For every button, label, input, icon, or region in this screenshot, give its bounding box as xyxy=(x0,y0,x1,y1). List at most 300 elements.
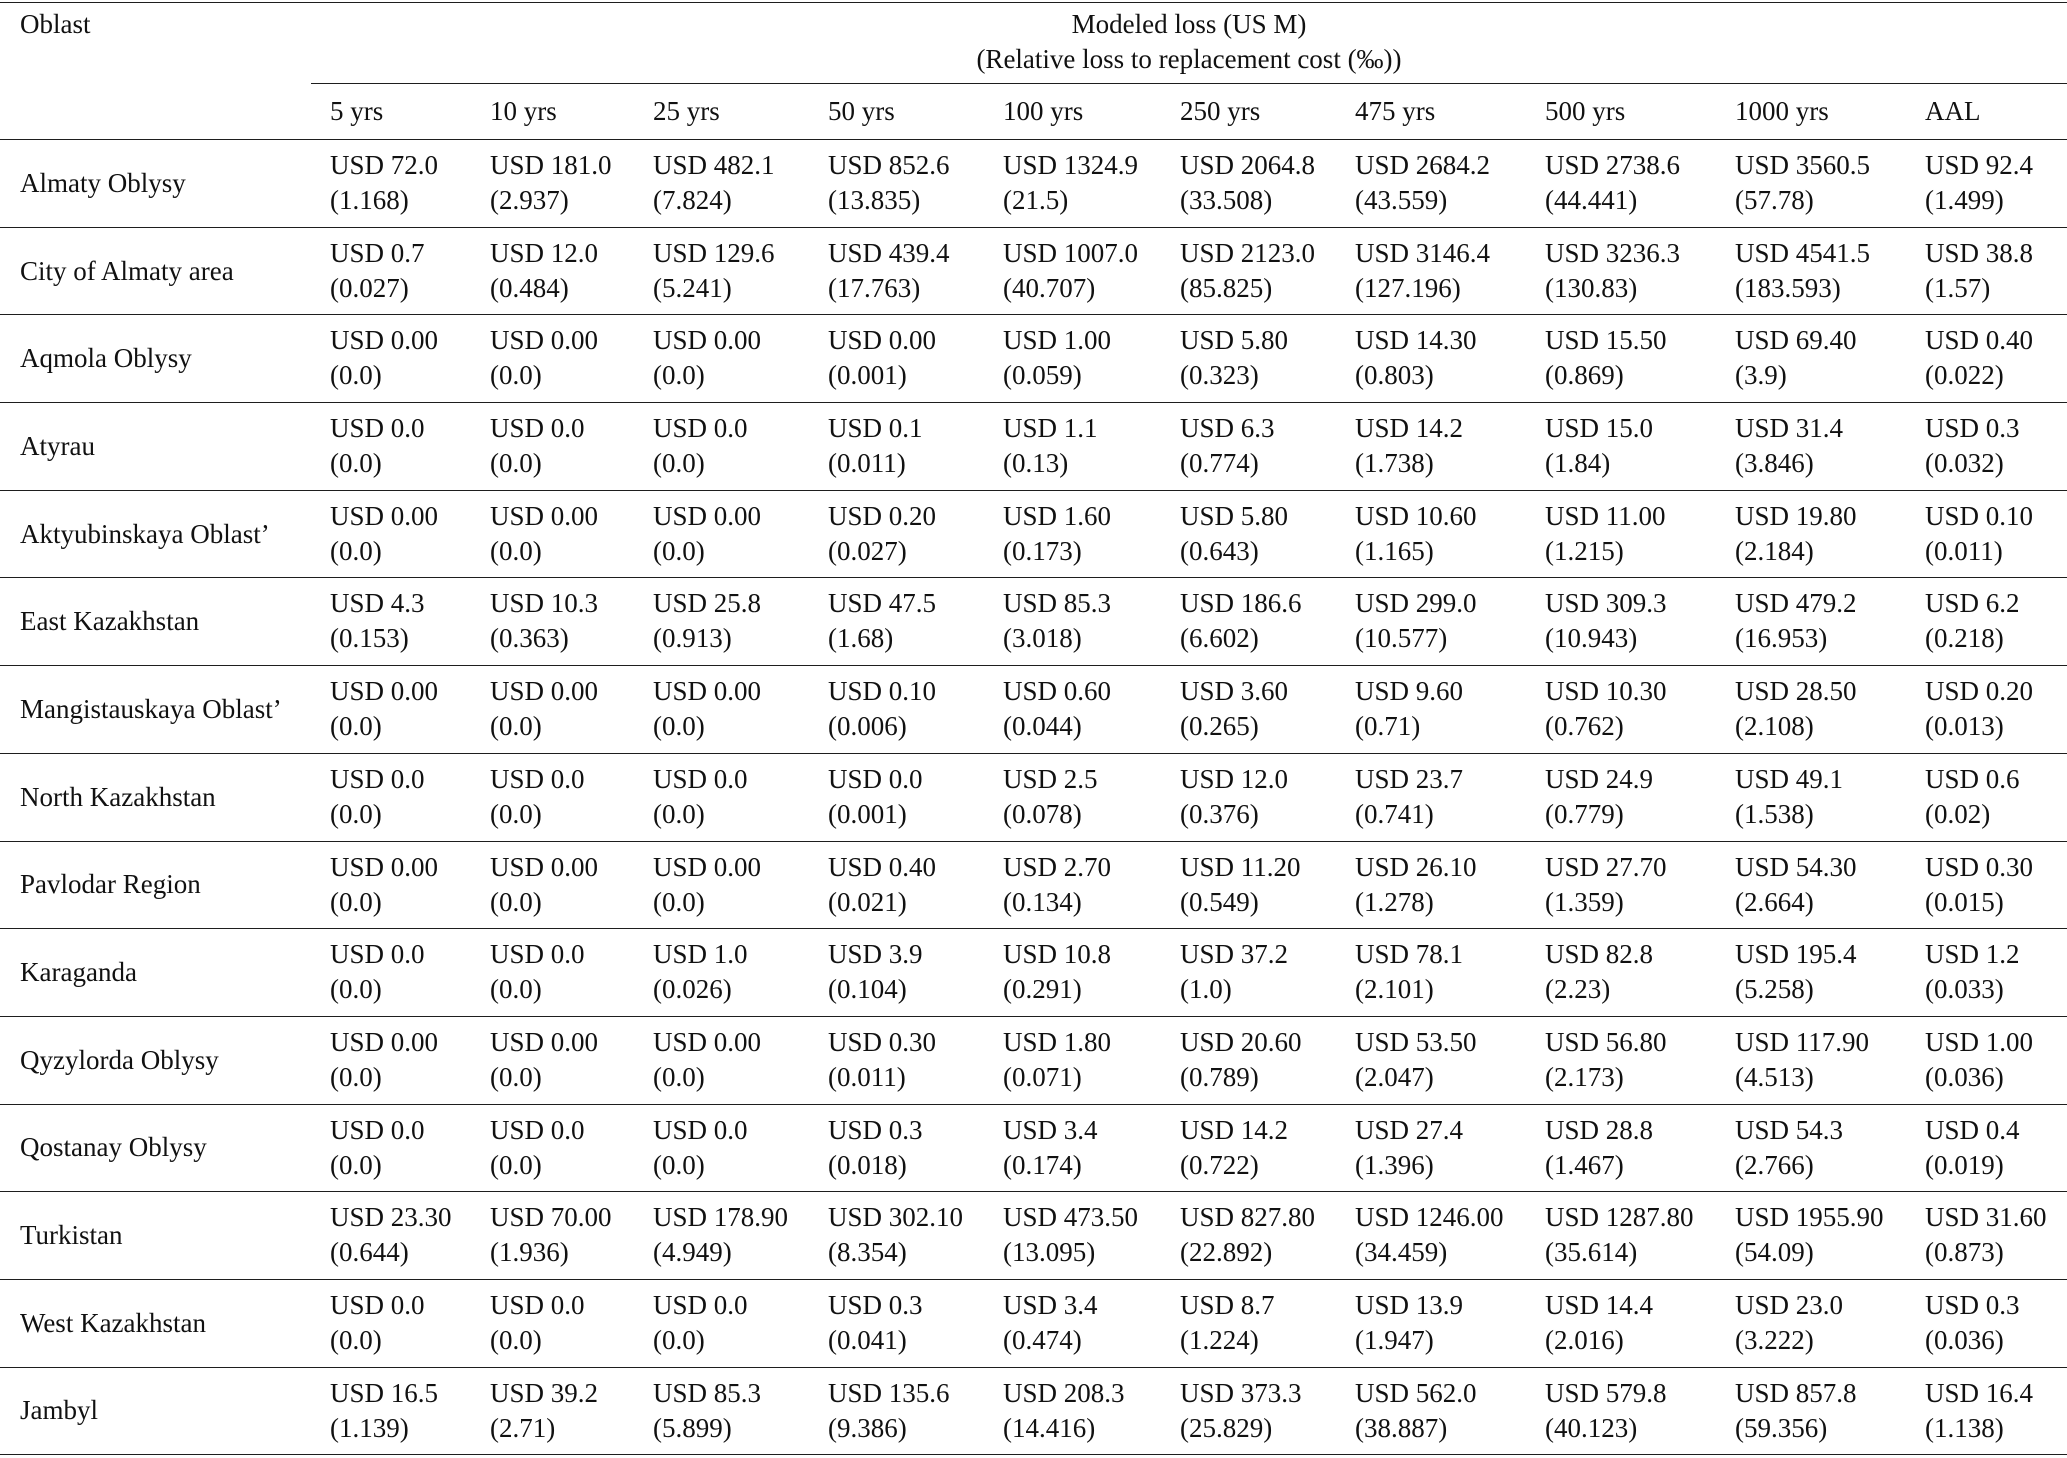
loss-cell xyxy=(984,1017,1161,1104)
loss-cell xyxy=(311,1105,471,1192)
loss-cell xyxy=(311,666,471,753)
modeled-loss-value: USD 2.5 xyxy=(1003,763,1098,794)
loss-cell xyxy=(634,315,809,402)
loss-cell xyxy=(1336,1368,1526,1455)
relative-loss-value: (8.354) xyxy=(828,1237,907,1268)
loss-cell xyxy=(311,842,471,929)
modeled-loss-value: USD 0.00 xyxy=(330,676,439,707)
loss-cell xyxy=(809,754,984,841)
modeled-loss-value: USD 54.3 xyxy=(1735,1114,1844,1145)
modeled-loss-value: USD 14.30 xyxy=(1355,325,1477,356)
relative-loss-value: (0.104) xyxy=(828,974,907,1005)
loss-cell xyxy=(471,666,634,753)
modeled-loss-value: USD 0.00 xyxy=(653,676,762,707)
loss-cell xyxy=(471,929,634,1016)
modeled-loss-value: USD 10.60 xyxy=(1355,500,1477,531)
relative-loss-value: (0.643) xyxy=(1180,535,1259,566)
modeled-loss-value: USD 309.3 xyxy=(1545,588,1667,619)
modeled-loss-value: USD 1.60 xyxy=(1003,500,1112,531)
relative-loss-value: (6.602) xyxy=(1180,623,1259,654)
relative-loss-value: (0.026) xyxy=(653,974,732,1005)
modeled-loss-value: USD 37.2 xyxy=(1180,939,1289,970)
table-row xyxy=(0,754,2067,842)
loss-cell xyxy=(1716,1368,1906,1455)
modeled-loss-value: USD 1246.00 xyxy=(1355,1202,1504,1233)
loss-cell xyxy=(634,140,809,227)
relative-loss-value: (0.0) xyxy=(330,448,382,479)
relative-loss-value: (2.71) xyxy=(490,1412,556,1443)
modeled-loss-value: USD 3.60 xyxy=(1180,676,1289,707)
modeled-loss-value: USD 10.3 xyxy=(490,588,599,619)
loss-cell xyxy=(984,1105,1161,1192)
modeled-loss-value: USD 39.2 xyxy=(490,1377,599,1408)
relative-loss-value: (2.766) xyxy=(1735,1149,1814,1180)
relative-loss-value: (4.513) xyxy=(1735,1061,1814,1092)
loss-cell xyxy=(1526,929,1716,1016)
loss-cell xyxy=(1336,1105,1526,1192)
column-header: 25 yrs xyxy=(653,96,720,126)
table-row xyxy=(0,315,2067,403)
modeled-loss-value: USD 13.9 xyxy=(1355,1289,1464,1320)
loss-cell xyxy=(809,1192,984,1279)
relative-loss-value: (43.559) xyxy=(1355,185,1448,215)
oblast-name: Aktyubinskaya Oblast’ xyxy=(20,518,270,549)
loss-cell xyxy=(1336,1280,1526,1367)
modeled-loss-value: USD 23.7 xyxy=(1355,763,1464,794)
table-row xyxy=(0,1105,2067,1193)
relative-loss-value: (5.241) xyxy=(653,272,732,303)
table-body xyxy=(0,140,2067,1455)
relative-loss-value: (35.614) xyxy=(1545,1237,1638,1268)
relative-loss-value: (54.09) xyxy=(1735,1237,1814,1268)
relative-loss-value: (0.011) xyxy=(828,448,906,479)
modeled-loss-value: USD 0.10 xyxy=(828,676,937,707)
modeled-loss-value: USD 479.2 xyxy=(1735,588,1857,619)
modeled-loss-value: USD 0.0 xyxy=(490,1289,585,1320)
loss-cell xyxy=(311,1280,471,1367)
modeled-loss-value: USD 53.50 xyxy=(1355,1026,1477,1057)
modeled-loss-header xyxy=(311,3,2067,84)
relative-loss-value: (17.763) xyxy=(828,272,921,303)
loss-cell xyxy=(1161,754,1336,841)
column-header: 10 yrs xyxy=(490,96,557,126)
relative-loss-value: (1.57) xyxy=(1925,272,1991,303)
loss-cell xyxy=(1336,929,1526,1016)
modeled-loss-value: USD 0.00 xyxy=(330,325,439,356)
loss-cell xyxy=(1716,1192,1906,1279)
oblast-name: Almaty Oblysy xyxy=(20,167,186,198)
loss-cell xyxy=(1161,1017,1336,1104)
modeled-loss-value: USD 16.5 xyxy=(330,1377,439,1408)
relative-loss-value: (0.0) xyxy=(653,360,705,391)
modeled-loss-value: USD 2738.6 xyxy=(1545,150,1681,180)
relative-loss-value: (10.577) xyxy=(1355,623,1448,654)
modeled-loss-value: USD 0.3 xyxy=(1925,1289,2020,1320)
loss-cell xyxy=(634,1017,809,1104)
loss-cell xyxy=(471,1192,634,1279)
modeled-loss-value: USD 27.70 xyxy=(1545,851,1667,882)
modeled-loss-value: USD 24.9 xyxy=(1545,763,1654,794)
loss-cell xyxy=(1906,929,2067,1016)
loss-cell xyxy=(634,666,809,753)
relative-loss-value: (57.78) xyxy=(1735,185,1814,215)
modeled-loss-value: USD 9.60 xyxy=(1355,676,1464,707)
modeled-loss-value: USD 69.40 xyxy=(1735,325,1857,356)
loss-table xyxy=(0,2,2067,1455)
loss-cell xyxy=(1161,666,1336,753)
relative-loss-value: (0.0) xyxy=(330,1061,382,1092)
loss-cell xyxy=(311,1017,471,1104)
relative-loss-value: (2.101) xyxy=(1355,974,1434,1005)
loss-cell xyxy=(471,842,634,929)
relative-loss-value: (0.153) xyxy=(330,623,409,654)
loss-cell xyxy=(311,1368,471,1455)
relative-loss-value: (0.0) xyxy=(330,974,382,1005)
relative-loss-value: (34.459) xyxy=(1355,1237,1448,1268)
loss-cell xyxy=(809,491,984,578)
modeled-loss-value: USD 14.2 xyxy=(1180,1114,1289,1145)
loss-cell xyxy=(809,929,984,1016)
modeled-loss-value: USD 0.1 xyxy=(828,413,923,444)
modeled-loss-value: USD 299.0 xyxy=(1355,588,1477,619)
relative-loss-value: (14.416) xyxy=(1003,1412,1096,1443)
modeled-loss-value: USD 135.6 xyxy=(828,1377,950,1408)
relative-loss-value: (1.499) xyxy=(1925,185,2004,215)
relative-loss-value: (0.0) xyxy=(490,886,542,917)
modeled-loss-value: USD 23.30 xyxy=(330,1202,452,1233)
table-header xyxy=(0,2,2067,140)
modeled-loss-value: USD 6.3 xyxy=(1180,413,1275,444)
oblast-name: Atyrau xyxy=(20,430,95,461)
relative-loss-value: (2.047) xyxy=(1355,1061,1434,1092)
loss-cell xyxy=(471,1368,634,1455)
loss-cell xyxy=(1336,666,1526,753)
table-row xyxy=(0,1280,2067,1368)
relative-loss-value: (85.825) xyxy=(1180,272,1273,303)
loss-cell xyxy=(809,578,984,665)
relative-loss-value: (0.036) xyxy=(1925,1061,2004,1092)
column-header: 1000 yrs xyxy=(1735,96,1829,126)
relative-loss-value: (0.0) xyxy=(653,886,705,917)
modeled-loss-value: USD 70.00 xyxy=(490,1202,612,1233)
modeled-loss-value: USD 5.80 xyxy=(1180,325,1289,356)
loss-cell xyxy=(1526,140,1716,227)
relative-loss-value: (2.173) xyxy=(1545,1061,1624,1092)
loss-cell xyxy=(1526,1017,1716,1104)
loss-cell xyxy=(471,140,634,227)
loss-cell xyxy=(1526,1368,1716,1455)
loss-cell xyxy=(1716,929,1906,1016)
loss-cell xyxy=(1161,403,1336,490)
loss-cell xyxy=(1336,842,1526,929)
loss-cell xyxy=(809,1017,984,1104)
modeled-loss-value: USD 857.8 xyxy=(1735,1377,1857,1408)
modeled-loss-value: USD 4541.5 xyxy=(1735,237,1871,268)
modeled-loss-value: USD 3.9 xyxy=(828,939,923,970)
relative-loss-value: (1.0) xyxy=(1180,974,1232,1005)
loss-cell xyxy=(634,1368,809,1455)
relative-loss-value: (0.13) xyxy=(1003,448,1069,479)
loss-cell xyxy=(809,842,984,929)
modeled-loss-value: USD 0.0 xyxy=(490,939,585,970)
relative-loss-value: (0.779) xyxy=(1545,798,1624,829)
relative-loss-value: (0.0) xyxy=(653,535,705,566)
modeled-loss-value: USD 0.3 xyxy=(828,1114,923,1145)
modeled-loss-value: USD 0.00 xyxy=(330,500,439,531)
modeled-loss-value: USD 23.0 xyxy=(1735,1289,1844,1320)
modeled-loss-value: USD 1.0 xyxy=(653,939,748,970)
relative-loss-value: (21.5) xyxy=(1003,185,1069,215)
oblast-name: Mangistauskaya Oblast’ xyxy=(20,693,282,724)
loss-cell xyxy=(1716,228,1906,315)
oblast-name: Karaganda xyxy=(20,957,137,988)
modeled-loss-value: USD 78.1 xyxy=(1355,939,1464,970)
relative-loss-value: (1.215) xyxy=(1545,535,1624,566)
modeled-loss-value: USD 12.0 xyxy=(1180,763,1289,794)
loss-cell xyxy=(1906,1368,2067,1455)
oblast-name: Turkistan xyxy=(20,1220,123,1251)
modeled-loss-value: USD 1287.80 xyxy=(1545,1202,1694,1233)
modeled-loss-value: USD 0.7 xyxy=(330,237,425,268)
modeled-loss-value: USD 0.0 xyxy=(330,1289,425,1320)
modeled-loss-value: USD 0.00 xyxy=(653,500,762,531)
relative-loss-value: (0.019) xyxy=(1925,1149,2004,1180)
relative-loss-value: (40.707) xyxy=(1003,272,1096,303)
relative-loss-value: (0.363) xyxy=(490,623,569,654)
modeled-loss-value: USD 0.0 xyxy=(330,763,425,794)
loss-cell xyxy=(311,754,471,841)
loss-cell xyxy=(1161,315,1336,402)
loss-cell xyxy=(809,1105,984,1192)
loss-cell xyxy=(809,666,984,753)
relative-loss-value: (2.23) xyxy=(1545,974,1611,1005)
relative-loss-value: (40.123) xyxy=(1545,1412,1638,1443)
loss-cell xyxy=(471,228,634,315)
modeled-loss-value: USD 56.80 xyxy=(1545,1026,1667,1057)
modeled-loss-value: USD 47.5 xyxy=(828,588,937,619)
relative-loss-value: (0.041) xyxy=(828,1324,907,1355)
modeled-loss-value: USD 0.00 xyxy=(330,1026,439,1057)
relative-loss-value: (0.0) xyxy=(490,1149,542,1180)
relative-loss-value: (1.396) xyxy=(1355,1149,1434,1180)
relative-loss-value: (0.0) xyxy=(490,711,542,742)
modeled-loss-value: USD 0.0 xyxy=(490,413,585,444)
relative-loss-value: (1.139) xyxy=(330,1412,409,1443)
modeled-loss-value: USD 31.4 xyxy=(1735,413,1844,444)
loss-cell xyxy=(1526,666,1716,753)
loss-cell xyxy=(809,315,984,402)
relative-loss-value: (10.943) xyxy=(1545,623,1638,654)
loss-cell xyxy=(311,403,471,490)
relative-loss-value: (9.386) xyxy=(828,1412,907,1443)
relative-loss-value: (22.892) xyxy=(1180,1237,1273,1268)
relative-loss-value: (1.84) xyxy=(1545,448,1611,479)
loss-cell xyxy=(1716,140,1906,227)
loss-cell xyxy=(1161,491,1336,578)
table-row xyxy=(0,578,2067,666)
loss-cell xyxy=(984,403,1161,490)
modeled-loss-value: USD 1.80 xyxy=(1003,1026,1112,1057)
loss-cell xyxy=(809,1368,984,1455)
modeled-loss-title: Modeled loss (US M) xyxy=(1071,9,1307,39)
modeled-loss-value: USD 178.90 xyxy=(653,1202,789,1233)
relative-loss-value: (0.001) xyxy=(828,360,907,391)
loss-cell xyxy=(1906,1105,2067,1192)
oblast-name: West Kazakhstan xyxy=(20,1307,207,1338)
relative-loss-value: (2.108) xyxy=(1735,711,1814,742)
column-header: 5 yrs xyxy=(330,96,384,126)
loss-cell xyxy=(634,403,809,490)
modeled-loss-value: USD 16.4 xyxy=(1925,1377,2034,1408)
loss-cell xyxy=(1161,929,1336,1016)
modeled-loss-value: USD 0.0 xyxy=(653,763,748,794)
relative-loss-value: (33.508) xyxy=(1180,185,1273,215)
modeled-loss-value: USD 0.0 xyxy=(330,939,425,970)
modeled-loss-value: USD 38.8 xyxy=(1925,237,2034,268)
modeled-loss-value: USD 0.0 xyxy=(490,763,585,794)
table-row xyxy=(0,140,2067,228)
relative-loss-value: (0.0) xyxy=(330,711,382,742)
relative-loss-value: (0.0) xyxy=(490,535,542,566)
relative-loss-subtitle: (Relative loss to replacement cost (‰)) xyxy=(976,44,1402,74)
relative-loss-value: (0.032) xyxy=(1925,448,2004,479)
relative-loss-value: (0.323) xyxy=(1180,360,1259,391)
modeled-loss-value: USD 0.0 xyxy=(330,413,425,444)
modeled-loss-value: USD 0.20 xyxy=(828,500,937,531)
loss-cell xyxy=(1526,1280,1716,1367)
modeled-loss-value: USD 8.7 xyxy=(1180,1289,1275,1320)
relative-loss-value: (0.0) xyxy=(330,360,382,391)
relative-loss-value: (0.722) xyxy=(1180,1149,1259,1180)
modeled-loss-value: USD 2684.2 xyxy=(1355,150,1491,180)
loss-cell xyxy=(471,491,634,578)
loss-cell xyxy=(1906,1280,2067,1367)
relative-loss-value: (4.949) xyxy=(653,1237,732,1268)
relative-loss-value: (0.71) xyxy=(1355,711,1421,742)
loss-cell xyxy=(1526,491,1716,578)
loss-cell xyxy=(1336,578,1526,665)
relative-loss-value: (0.376) xyxy=(1180,798,1259,829)
loss-cell xyxy=(984,1368,1161,1455)
modeled-loss-value: USD 12.0 xyxy=(490,237,599,268)
loss-cell xyxy=(1336,315,1526,402)
relative-loss-value: (0.027) xyxy=(828,535,907,566)
loss-cell xyxy=(471,315,634,402)
loss-cell xyxy=(311,929,471,1016)
modeled-loss-value: USD 20.60 xyxy=(1180,1026,1302,1057)
relative-loss-value: (0.291) xyxy=(1003,974,1082,1005)
relative-loss-value: (38.887) xyxy=(1355,1412,1448,1443)
modeled-loss-value: USD 11.20 xyxy=(1180,851,1301,882)
relative-loss-value: (44.441) xyxy=(1545,185,1638,215)
relative-loss-value: (1.68) xyxy=(828,623,894,654)
modeled-loss-value: USD 15.0 xyxy=(1545,413,1654,444)
table-row xyxy=(0,1368,2067,1456)
relative-loss-value: (5.258) xyxy=(1735,974,1814,1005)
modeled-loss-value: USD 85.3 xyxy=(1003,588,1112,619)
table-row xyxy=(0,929,2067,1017)
modeled-loss-value: USD 0.00 xyxy=(828,325,937,356)
relative-loss-value: (0.762) xyxy=(1545,711,1624,742)
relative-loss-value: (0.644) xyxy=(330,1237,409,1268)
loss-cell xyxy=(984,929,1161,1016)
oblast-name: North Kazakhstan xyxy=(20,781,216,812)
loss-cell xyxy=(1161,1368,1336,1455)
relative-loss-value: (0.018) xyxy=(828,1149,907,1180)
relative-loss-value: (0.474) xyxy=(1003,1324,1082,1355)
modeled-loss-value: USD 31.60 xyxy=(1925,1202,2047,1233)
relative-loss-value: (16.953) xyxy=(1735,623,1828,654)
relative-loss-value: (0.0) xyxy=(653,1324,705,1355)
modeled-loss-value: USD 3236.3 xyxy=(1545,237,1681,268)
oblast-name: Qyzylorda Oblysy xyxy=(20,1044,219,1075)
loss-cell xyxy=(634,1280,809,1367)
relative-loss-value: (0.0) xyxy=(330,798,382,829)
modeled-loss-value: USD 117.90 xyxy=(1735,1026,1870,1057)
loss-cell xyxy=(1716,491,1906,578)
relative-loss-value: (1.278) xyxy=(1355,886,1434,917)
relative-loss-value: (0.741) xyxy=(1355,798,1434,829)
loss-cell xyxy=(1526,842,1716,929)
oblast-name: Aqmola Oblysy xyxy=(20,343,192,374)
relative-loss-value: (3.9) xyxy=(1735,360,1787,391)
loss-cell xyxy=(471,403,634,490)
loss-cell xyxy=(984,578,1161,665)
loss-cell xyxy=(1716,315,1906,402)
relative-loss-value: (2.184) xyxy=(1735,535,1814,566)
loss-cell xyxy=(471,1280,634,1367)
loss-cell xyxy=(1526,578,1716,665)
loss-cell xyxy=(1906,754,2067,841)
loss-cell xyxy=(1161,578,1336,665)
modeled-loss-value: USD 54.30 xyxy=(1735,851,1857,882)
loss-cell xyxy=(471,1105,634,1192)
column-header: 475 yrs xyxy=(1355,96,1436,126)
modeled-loss-value: USD 4.3 xyxy=(330,588,425,619)
loss-cell xyxy=(1336,140,1526,227)
relative-loss-value: (0.044) xyxy=(1003,711,1082,742)
relative-loss-value: (0.036) xyxy=(1925,1324,2004,1355)
modeled-loss-value: USD 10.30 xyxy=(1545,676,1667,707)
relative-loss-value: (183.593) xyxy=(1735,272,1841,303)
relative-loss-value: (0.789) xyxy=(1180,1061,1259,1092)
relative-loss-value: (1.224) xyxy=(1180,1324,1259,1355)
relative-loss-value: (0.022) xyxy=(1925,360,2004,391)
loss-cell xyxy=(1906,403,2067,490)
relative-loss-value: (0.803) xyxy=(1355,360,1434,391)
relative-loss-value: (1.467) xyxy=(1545,1149,1624,1180)
column-header: 50 yrs xyxy=(828,96,895,126)
loss-cell xyxy=(984,842,1161,929)
relative-loss-value: (0.218) xyxy=(1925,623,2004,654)
modeled-loss-value: USD 579.8 xyxy=(1545,1377,1667,1408)
relative-loss-value: (0.0) xyxy=(330,886,382,917)
relative-loss-value: (1.936) xyxy=(490,1237,569,1268)
loss-cell xyxy=(1906,666,2067,753)
modeled-loss-value: USD 3146.4 xyxy=(1355,237,1491,268)
relative-loss-value: (0.0) xyxy=(490,1061,542,1092)
loss-cell xyxy=(1716,1017,1906,1104)
relative-loss-value: (127.196) xyxy=(1355,272,1461,303)
loss-cell xyxy=(984,1280,1161,1367)
loss-cell xyxy=(984,754,1161,841)
loss-cell xyxy=(1161,1105,1336,1192)
modeled-loss-value: USD 0.00 xyxy=(330,851,439,882)
loss-cell xyxy=(1716,1105,1906,1192)
relative-loss-value: (0.869) xyxy=(1545,360,1624,391)
relative-loss-value: (0.0) xyxy=(490,1324,542,1355)
column-header: 100 yrs xyxy=(1003,96,1084,126)
